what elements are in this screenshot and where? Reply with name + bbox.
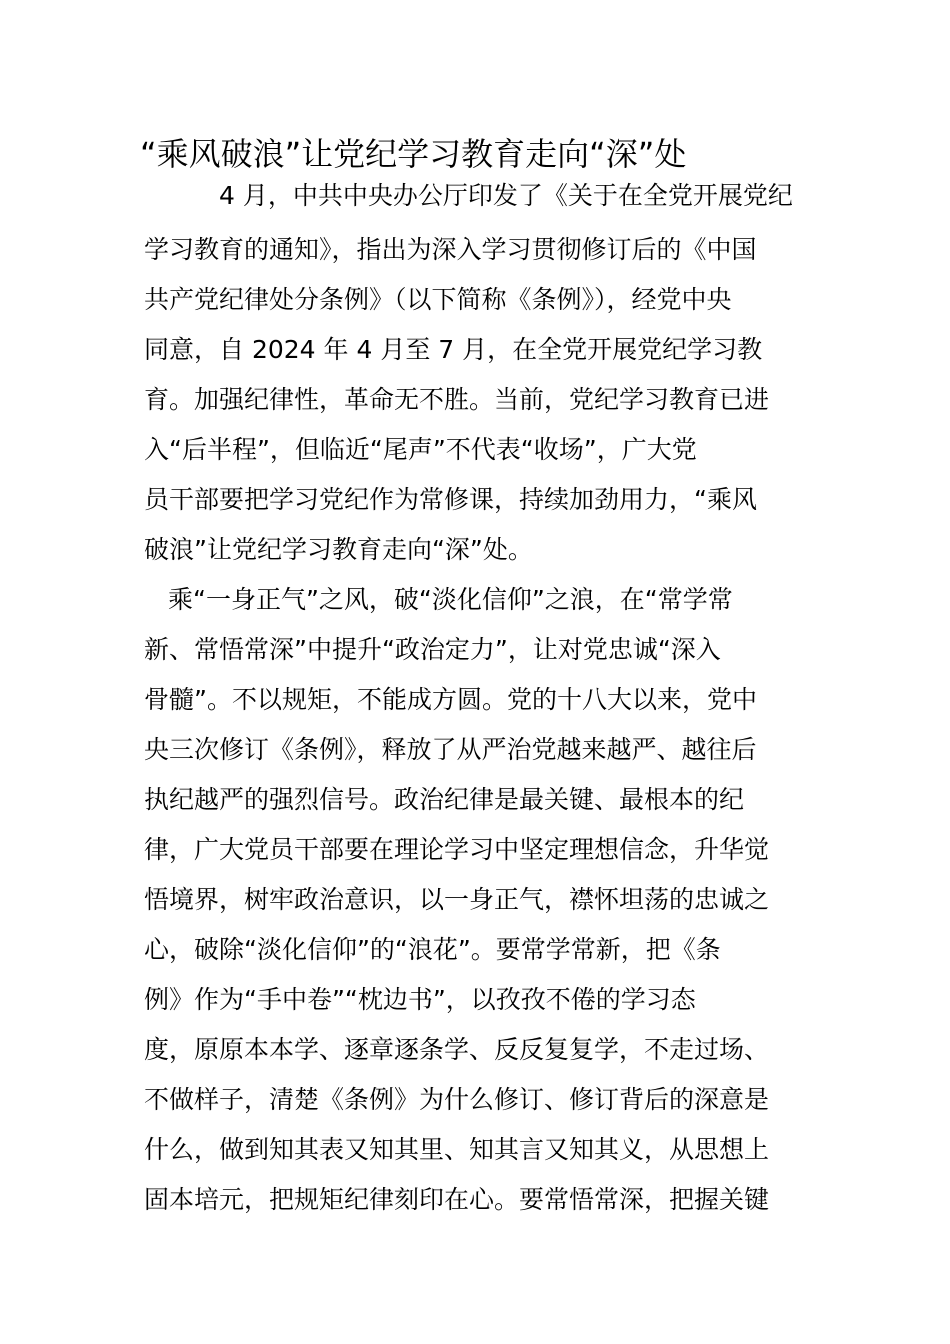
paragraph-line: 骨髓”。不以规矩，不能成方圆。党的十八大以来，党中 [144,685,757,714]
paragraph-line: 不做样子，清楚《条例》为什么修订、修订背后的深意是 [144,1085,770,1114]
paragraph-line: 4 月，中共中央办公厅印发了《关于在全党开展党纪 [219,181,793,210]
paragraph-line: 入“后半程”，但临近“尾声”不代表“收场”，广大党 [144,435,697,464]
paragraph-line: 律，广大党员干部要在理论学习中坚定理想信念，升华觉 [144,835,770,864]
paragraph-line: 新、常悟常深”中提升“政治定力”，让对党忠诚“深入 [144,635,721,664]
paragraph-line: 育。加强纪律性，革命无不胜。当前，党纪学习教育已进 [144,385,770,414]
paragraph-line: 心，破除“淡化信仰”的“浪花”。要常学常新，把《条 [144,935,721,964]
paragraph-line: 破浪”让党纪学习教育走向“深”处。 [144,535,533,564]
paragraph-line: 央三次修订《条例》，释放了从严治党越来越严、越往后 [144,735,757,764]
paragraph-line: 例》作为“手中卷”“枕边书”，以孜孜不倦的学习态 [144,985,696,1014]
paragraph-line: 悟境界，树牢政治意识，以一身正气，襟怀坦荡的忠诚之 [144,885,770,914]
paragraph-line: 乘“一身正气”之风，破“淡化信仰”之浪，在“常学常 [168,585,733,614]
paragraph-line: 固本培元，把规矩纪律刻印在心。要常悟常深，把握关键 [144,1185,770,1214]
paragraph-line: 同意，自 2024 年 4 月至 7 月，在全党开展党纪学习教 [144,335,763,364]
paragraph-line: 什么，做到知其表又知其里、知其言又知其义，从思想上 [144,1135,770,1164]
paragraph-line: 度，原原本本学、逐章逐条学、反反复复学，不走过场、 [144,1035,770,1064]
paragraph-line: 学习教育的通知》，指出为深入学习贯彻修订后的《中国 [144,235,757,264]
paragraph-line: 共产党纪律处分条例》（以下简称《条例》），经党中央 [144,285,732,314]
document-title: “乘风破浪”让党纪学习教育走向“深”处 [140,135,687,173]
paragraph-line: 员干部要把学习党纪作为常修课，持续加劲用力，“乘风 [144,485,757,514]
paragraph-line: 执纪越严的强烈信号。政治纪律是最关键、最根本的纪 [144,785,745,814]
